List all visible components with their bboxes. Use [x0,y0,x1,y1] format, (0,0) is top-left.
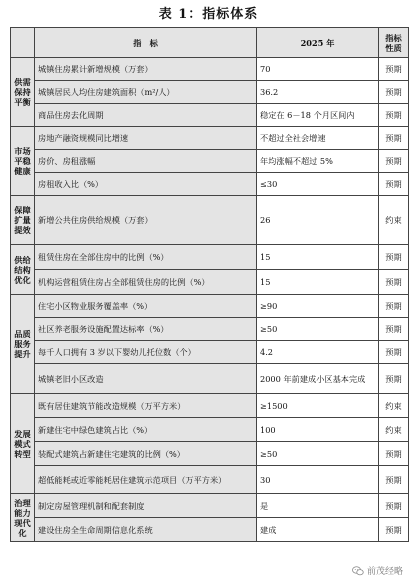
header-year: 2025 年 [257,28,379,58]
value-cell: 2000 年前建成小区基本完成 [257,364,379,394]
value-cell: ≥1500 [257,394,379,418]
nature-cell: 预期 [379,364,409,394]
value-cell: 70 [257,58,379,81]
header-indicator: 指 标 [35,28,257,58]
table-row [11,418,409,442]
header-category [11,28,35,58]
indicator-cell: 超低能耗或近零能耗居住建筑示范项目（万平方米） [35,466,257,494]
indicator-cell: 房价、房租涨幅 [35,150,257,173]
table-row [11,518,409,542]
indicator-cell: 商品住房去化周期 [35,104,257,127]
category-cell: 治理能力现代化 [11,494,35,542]
wechat-icon [352,566,364,576]
table-row [11,173,409,196]
category-cell: 供给结构优化 [11,245,35,295]
table-row [11,245,409,270]
table-row [11,196,409,245]
category-cell: 市场平稳健康 [11,127,35,196]
table-row [11,494,409,518]
nature-cell: 预期 [379,81,409,104]
indicator-cell: 城镇老旧小区改造 [35,364,257,394]
nature-cell: 预期 [379,442,409,466]
value-cell: 100 [257,418,379,442]
value-cell: ≥50 [257,318,379,341]
value-cell: 年均涨幅不超过 5% [257,150,379,173]
table-row [11,466,409,494]
value-cell: 36.2 [257,81,379,104]
table-row [11,150,409,173]
table-row [11,394,409,418]
indicator-cell: 机构运营租赁住房占全部租赁住房的比例（%） [35,270,257,295]
table-row [11,318,409,341]
table-row [11,295,409,318]
table-row [11,364,409,394]
table-row [11,58,409,81]
category-cell: 发展模式转型 [11,394,35,494]
table-row [11,270,409,295]
value-cell: 不超过全社会增速 [257,127,379,150]
nature-cell: 约束 [379,418,409,442]
nature-cell: 预期 [379,295,409,318]
indicator-cell: 社区养老服务设施配置达标率（%） [35,318,257,341]
header-row [11,28,409,58]
nature-cell: 预期 [379,494,409,518]
category-cell: 品质服务提升 [11,295,35,394]
watermark-text: 前茂经略 [366,567,403,577]
indicator-cell: 新增公共住房供给规模（万套） [35,196,257,245]
indicator-cell: 房地产融资规模同比增速 [35,127,257,150]
nature-cell: 预期 [379,173,409,196]
value-cell: 30 [257,466,379,494]
table-row [11,341,409,364]
value-cell: ≤30 [257,173,379,196]
indicator-cell: 装配式建筑占新建住宅建筑的比例（%） [35,442,257,466]
value-cell: 是 [257,494,379,518]
value-cell: ≥50 [257,442,379,466]
indicator-cell: 租赁住房在全部住房中的比例（%） [35,245,257,270]
indicator-cell: 房租收入比（%） [35,173,257,196]
category-cell: 保障扩量提效 [11,196,35,245]
value-cell: 26 [257,196,379,245]
nature-cell: 预期 [379,104,409,127]
nature-cell: 预期 [379,341,409,364]
table-row [11,127,409,150]
indicator-cell: 建设住房全生命周期信息化系统 [35,518,257,542]
indicator-cell: 城镇居民人均住房建筑面积（m²/人） [35,81,257,104]
indicator-cell: 住宅小区物业服务覆盖率（%） [35,295,257,318]
value-cell: 稳定在 6－18 个月区间内 [257,104,379,127]
indicator-cell: 每千人口拥有 3 岁以下婴幼儿托位数（个） [35,341,257,364]
nature-cell: 预期 [379,150,409,173]
indicator-cell: 城镇住房累计新增规模（万套） [35,58,257,81]
category-cell: 供需保持平衡 [11,58,35,127]
nature-cell: 预期 [379,270,409,295]
watermark [352,564,403,577]
value-cell: 15 [257,245,379,270]
nature-cell: 预期 [379,245,409,270]
nature-cell: 预期 [379,318,409,341]
table-row [11,442,409,466]
indicator-cell: 既有居住建筑节能改造规模（万平方米） [35,394,257,418]
header-nature: 指标性质 [379,28,409,58]
nature-cell: 预期 [379,58,409,81]
nature-cell: 预期 [379,466,409,494]
value-cell: 4.2 [257,341,379,364]
nature-cell: 预期 [379,127,409,150]
value-cell: 15 [257,270,379,295]
table-row [11,104,409,127]
page-title: 表 1：指标体系 [158,7,259,22]
value-cell: ≥90 [257,295,379,318]
nature-cell: 约束 [379,394,409,418]
indicator-table [10,27,409,542]
table-row [11,81,409,104]
indicator-cell: 新建住宅中绿色建筑占比（%） [35,418,257,442]
value-cell: 建成 [257,518,379,542]
nature-cell: 预期 [379,518,409,542]
nature-cell: 约束 [379,196,409,245]
indicator-cell: 制定房屋管理机制和配套制度 [35,494,257,518]
